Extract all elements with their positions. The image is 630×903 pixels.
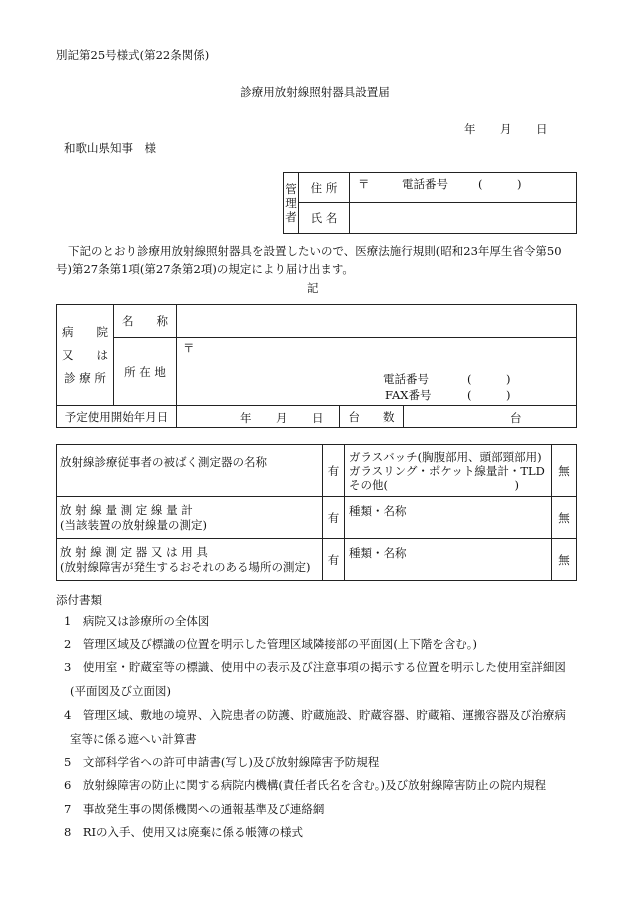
manager-postal-mark: 〒 [358, 177, 370, 191]
measurement-label-2: 放 射 線 量 測 定 線 量 計 (当該装置の放射線量の測定) [57, 497, 323, 539]
measurement-no-2[interactable]: 無 [552, 497, 577, 539]
attachments-heading: 添付書類 [56, 593, 102, 607]
facility-location-field[interactable] [177, 338, 577, 406]
manager-name-field[interactable] [350, 203, 577, 234]
measurement-yes-2[interactable]: 有 [323, 497, 345, 539]
facility-table [56, 304, 577, 428]
attachment-item-4: 4 管理区域、敷地の境界、入院患者の防護、貯蔵施設、貯蔵容器、貯蔵箱、運搬容器及び治療病 [64, 708, 566, 722]
manager-label: 管 理 者 [284, 173, 299, 234]
attachment-item-7: 7 事故発生事の関係機関への通報基準及び連絡網 [64, 802, 325, 816]
measurement-no-1[interactable]: 無 [552, 445, 577, 497]
measurement-table [56, 444, 577, 581]
measurement-label-1: 放射線診療従事者の被ばく測定器の名称 [57, 445, 323, 497]
start-month: 月 [276, 410, 288, 425]
measurement-detail-1[interactable]: ガラスバッチ(胸腹部用、頭部頸部用) ガラスリング・ポケット線量計・TLD その他( ) [345, 445, 552, 497]
addressee: 和歌山県知事 様 [64, 141, 156, 155]
start-year: 年 [240, 410, 252, 425]
facility-name-field[interactable] [177, 305, 577, 338]
measurement-yes-1[interactable]: 有 [323, 445, 345, 497]
facility-label: 病 院 又 は 診 療 所 [57, 305, 114, 406]
attachment-item-4-cont: 室等に係る遮へい計算書 [70, 732, 197, 746]
manager-phone-label: 電話番号 [402, 177, 448, 191]
intro-line-2: 号)第27条第1項(第27条第2項)の規定により届け出ます。 [56, 262, 354, 276]
attachment-item-2: 2 管理区域及び標識の位置を明示した管理区域隣接部の平面図(上下階を含む。) [64, 637, 478, 651]
attachment-item-3: 3 使用室・貯蔵室等の標識、使用中の表示及び注意事項の掲示する位置を明示した使用室詳細図 [64, 660, 566, 674]
facility-fax-label: FAX番号 [385, 388, 432, 402]
start-day: 日 [312, 410, 324, 425]
manager-address-label: 住 所 [299, 173, 350, 203]
date-month[interactable]: 月 [500, 122, 512, 136]
measurement-label-3: 放 射 線 測 定 器 又 は 用 具 (放射線障害が発生するおそれのある場所の測定) [57, 539, 323, 581]
measurement-yes-3[interactable]: 有 [323, 539, 345, 581]
manager-table [283, 172, 577, 234]
measurement-detail-2[interactable]: 種類・名称 [345, 497, 552, 539]
attachment-item-3-cont: (平面図及び立面図) [70, 684, 171, 698]
start-date-field[interactable] [177, 406, 340, 428]
date-day[interactable]: 日 [536, 122, 548, 136]
measurement-no-3[interactable]: 無 [552, 539, 577, 581]
date-year[interactable]: 年 [464, 122, 476, 136]
start-date-label: 予定使用開始年月日 [57, 406, 177, 428]
attachment-item-8: 8 RIの入手、使用又は廃棄に係る帳簿の様式 [64, 825, 304, 839]
attachment-item-5: 5 文部科学省への許可申請書(写し)及び放射線障害予防規程 [64, 755, 380, 769]
attachment-item-6: 6 放射線障害の防止に関する病院内機構(責任者氏名を含む。)及び放射線障害防止の院内規程 [64, 778, 547, 792]
manager-name-label: 氏 名 [299, 203, 350, 234]
facility-fax-paren: ( ) [467, 388, 511, 402]
form-number: 別記第25号様式(第22条関係) [56, 48, 210, 62]
page-title: 診療用放射線照射器具設置届 [240, 85, 390, 99]
intro-line-1: 下記のとおり診療用放射線照射器具を設置したいので、医療法施行規則(昭和23年厚生省令第50 [68, 244, 562, 258]
ki-label: 記 [307, 281, 319, 295]
manager-address-field[interactable] [350, 173, 577, 203]
count-unit: 台 [510, 410, 522, 425]
manager-phone-paren: ( ) [478, 177, 522, 191]
measurement-detail-3[interactable]: 種類・名称 [345, 539, 552, 581]
facility-phone-label: 電話番号 [383, 372, 429, 386]
count-label: 台 数 [340, 406, 404, 428]
attachment-item-1: 1 病院又は診療所の全体図 [64, 614, 210, 628]
facility-name-label: 名 称 [114, 305, 177, 338]
count-field[interactable] [404, 406, 577, 428]
facility-location-label: 所 在 地 [114, 338, 177, 406]
facility-phone-paren: ( ) [467, 372, 511, 386]
facility-postal-mark: 〒 [183, 341, 195, 355]
